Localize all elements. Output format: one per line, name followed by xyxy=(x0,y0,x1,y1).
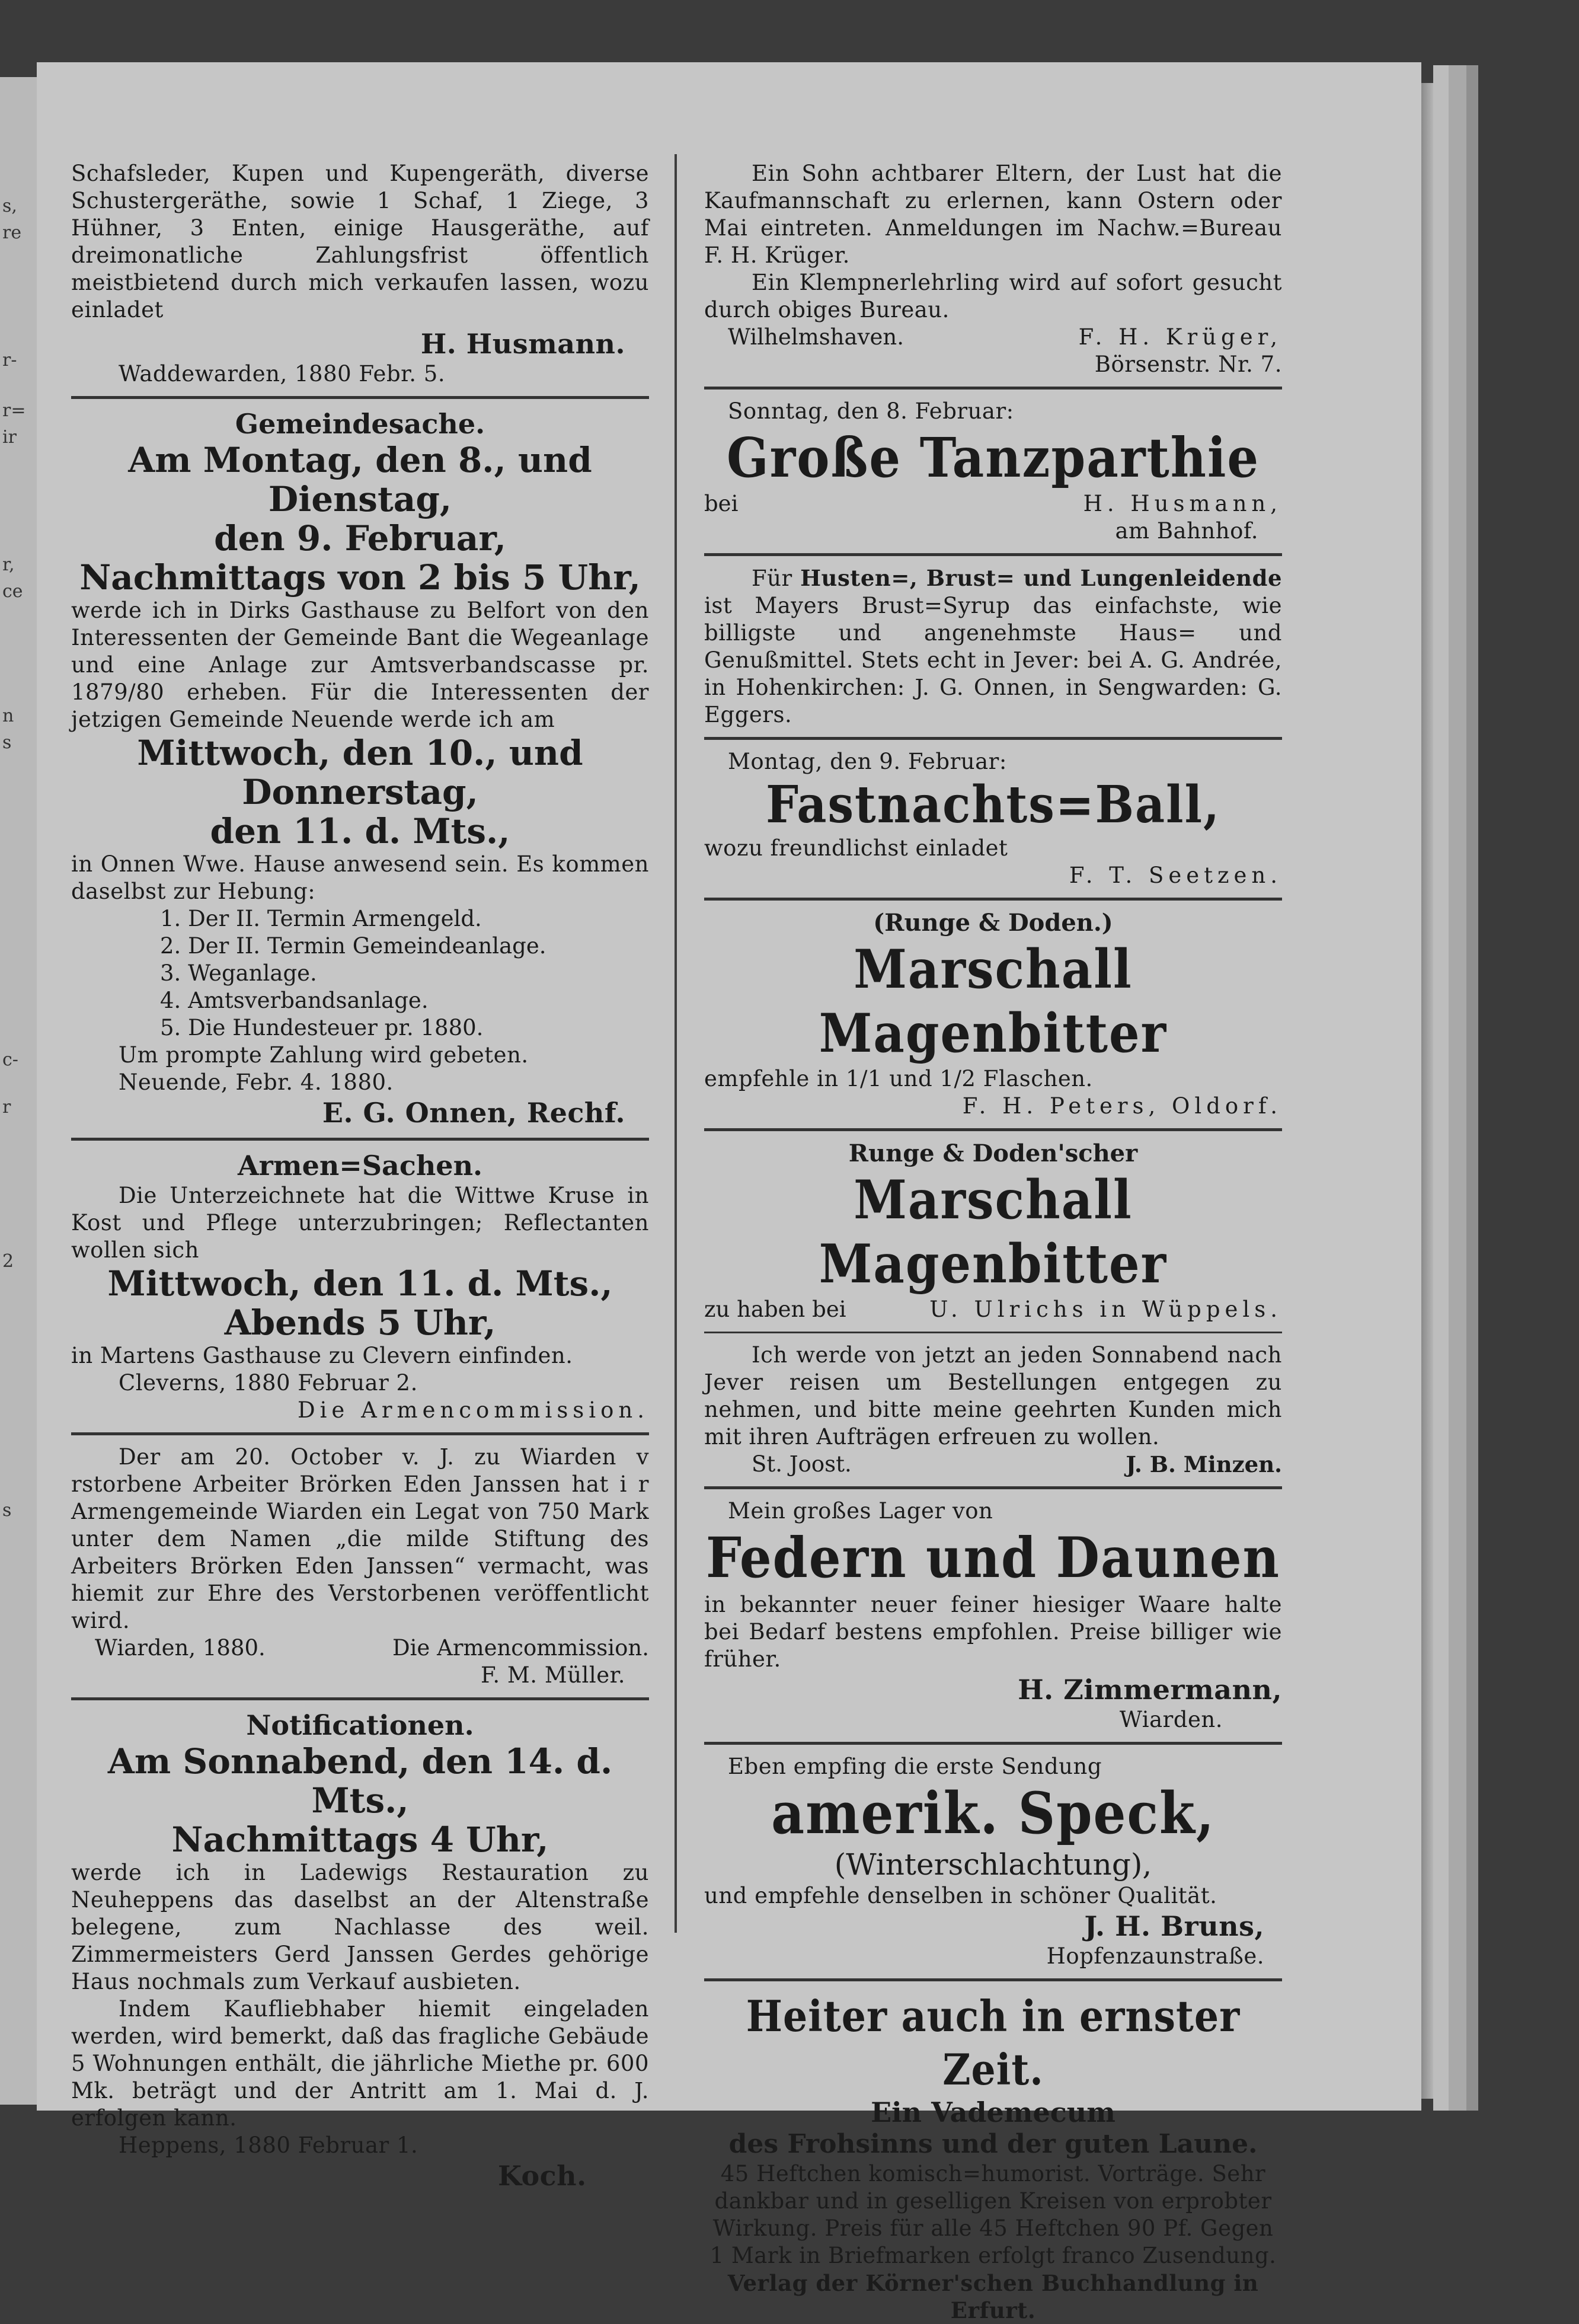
section-rule xyxy=(71,1697,649,1700)
section-rule xyxy=(704,1978,1282,1981)
ad-signature: H. Husmann. xyxy=(420,328,625,360)
notice-heading: Mittwoch, den 11. d. Mts., xyxy=(107,1263,613,1304)
page-gutter-shadow xyxy=(1421,83,1433,2099)
ad-gemeindesache xyxy=(71,407,649,1129)
ad-signature: J. B. Minzen. xyxy=(1126,1451,1282,1477)
list-item: 3. Weganlage. xyxy=(160,960,317,986)
notice-signature: Die Armencommission. xyxy=(297,1397,649,1423)
event-date: Montag, den 9. Februar: xyxy=(728,749,1007,774)
margin-fragment: s xyxy=(2,732,12,753)
list-item: 1. Der II. Termin Armengeld. xyxy=(160,906,482,931)
notice-place-date: Heppens, 1880 Februar 1. xyxy=(119,2133,418,2158)
notice-signature: Koch. xyxy=(498,2160,587,2192)
ad-text: wozu freundlichst einladet xyxy=(704,835,1008,861)
notice-text: Der am 20. October v. J. zu Wiarden v rstorbene Arbeiter Brörken Eden Janssen hat i r Armengemeinde Wiarden ein Legat von 750 Mark unter dem Namen „die milde Stiftung des Arbeiters Brörken Eden Janssen“ vermacht, was hiemit zur Ehre des Verstorbenen veröffentlicht wird. xyxy=(71,1444,649,1633)
section-title: Gemeindesache. xyxy=(235,408,485,440)
section-rule xyxy=(704,387,1282,390)
notice-heading: Nachmittags 4 Uhr, xyxy=(171,1819,549,1860)
notice-place-date: Wiarden, 1880. xyxy=(95,1635,266,1661)
ad-text: empfehle in 1/1 und 1/2 Flaschen. xyxy=(704,1066,1093,1091)
margin-fragment: s, xyxy=(2,196,17,216)
margin-fragment: r= xyxy=(2,400,26,421)
ad-text: Ich werde von jetzt an jeden Sonnabend nach Jever reisen um Bestellungen entgegen zu nehmen, und bitte meine geehrten Kunden mich mit ihren Aufträgen erfreuen zu wollen. xyxy=(704,1342,1282,1450)
bei-label: bei xyxy=(704,491,739,516)
notice-heading: den 9. Februar, xyxy=(214,518,506,558)
notice-heading: den 11. d. Mts., xyxy=(210,811,510,851)
notice-signature: E. G. Onnen, Rechf. xyxy=(322,1097,625,1129)
ad-armen-sachen xyxy=(71,1149,649,1424)
signature-row xyxy=(704,490,1282,518)
event-location: am Bahnhof. xyxy=(1115,518,1258,544)
ad-text-rest: ist Mayers Brust=Syrup das einfachste, wie billigste und angenehmste Haus= und Genußmittel. Stets echt in Jever: bei A. G. Andrée, in Hohenkirchen: J. G. Onnen, in Sengwarden: G. Eggers. xyxy=(704,593,1282,727)
notice-text: Die Unterzeichnete hat die Wittwe Kruse in Kost und Pflege unterzubringen; Reflectanten wollen sich xyxy=(71,1183,649,1263)
signature-row xyxy=(704,1296,1282,1323)
ad-place-date: Waddewarden, 1880 Febr. 5. xyxy=(119,361,446,387)
signer-title: Die Armencommission. xyxy=(392,1635,649,1661)
ad-signature: U. Ulrichs in Wüppels. xyxy=(929,1297,1282,1322)
notice-text: in Martens Gasthause zu Clevern einfinden. xyxy=(71,1343,573,1368)
previous-page-edge xyxy=(0,77,37,2105)
section-rule xyxy=(704,1128,1282,1131)
ad-text: und empfehle denselben in schöner Qualität. xyxy=(704,1883,1217,1908)
ad-intro: Eben empfing die erste Sendung xyxy=(728,1754,1102,1779)
margin-fragment: re xyxy=(2,222,22,243)
product-title: Federn und Daunen xyxy=(705,1525,1281,1591)
ad-text: 45 Heftchen komisch=humorist. Vorträge. Sehr dankbar und in geselligen Kreisen von erprobter Wirkung. Preis für alle 45 Heftchen 90 Pf. Gegen 1 Mark in Briefmarken erfolgt franco Zusendung. xyxy=(709,2161,1277,2268)
notice-heading: Am Sonnabend, den 14. d. Mts., xyxy=(107,1741,613,1821)
signature-row xyxy=(704,1451,1282,1478)
list-item: 2. Der II. Termin Gemeindeanlage. xyxy=(160,933,546,959)
signer-name: F. M. Müller. xyxy=(480,1662,625,1688)
margin-fragment: n xyxy=(2,706,14,726)
notice-text: in Onnen Wwe. Hause anwesend sein. Es kommen daselbst zur Hebung: xyxy=(71,851,649,904)
ad-place: Wiarden. xyxy=(1119,1707,1223,1732)
margin-fragment: r- xyxy=(2,350,17,371)
section-rule xyxy=(704,1742,1282,1745)
event-date: Sonntag, den 8. Februar: xyxy=(728,398,1014,424)
ad-fastnacht xyxy=(704,748,1282,889)
ad-lehrling xyxy=(704,160,1282,378)
section-rule xyxy=(704,1486,1282,1489)
section-rule xyxy=(71,1138,649,1141)
section-rule xyxy=(71,1432,649,1435)
notice-place-date: Neuende, Febr. 4. 1880. xyxy=(119,1070,394,1095)
ad-address: Börsenstr. Nr. 7. xyxy=(1094,352,1282,377)
ad-text: in bekannter neuer feiner hiesiger Waare halte bei Bedarf bestens empfohlen. Preise billiger wie früher. xyxy=(704,1592,1282,1672)
section-title: Notificationen. xyxy=(246,1709,474,1741)
section-rule xyxy=(704,553,1282,556)
page-edge-layer xyxy=(1449,65,1466,2111)
ad-text-prefix: Für xyxy=(752,566,792,591)
ad-signature: F. H. Peters, Oldorf. xyxy=(962,1093,1282,1119)
ad-signature: F. T. Seetzen. xyxy=(1069,863,1282,888)
ad-federn xyxy=(704,1498,1282,1734)
section-rule xyxy=(704,737,1282,740)
notice-text: werde ich in Dirks Gasthause zu Belfort von den Interessenten der Gemeinde Bant die Wegeanlage und eine Anlage zur Amtsverbandscasse pr. 1879/80 erheben. Für die Interessenten der jetzigen Gemeinde Neuende werde ich am xyxy=(71,598,649,732)
ad-signature: H. Zimmermann, xyxy=(1018,1674,1282,1706)
ad-brustsyrup xyxy=(704,564,1282,729)
ad-speck xyxy=(704,1753,1282,1970)
signature-row xyxy=(71,1635,649,1662)
product-title: amerik. Speck, xyxy=(771,1780,1215,1847)
publisher-line: Verlag der Körner'schen Buchhandlung in Erfurt. xyxy=(727,2270,1259,2323)
section-rule xyxy=(71,396,649,399)
signature-row xyxy=(704,324,1282,351)
notice-place-date: Cleverns, 1880 Februar 2. xyxy=(119,1370,418,1396)
ad-legat xyxy=(71,1444,649,1689)
ad-intro: Mein großes Lager von xyxy=(728,1498,993,1524)
collection-list xyxy=(71,905,649,1042)
ad-minzen xyxy=(704,1342,1282,1478)
page-edge-layer xyxy=(1466,65,1478,2111)
section-rule xyxy=(704,1332,1282,1333)
ad-magenbitter-peters xyxy=(704,909,1282,1120)
ad-text: Ein Klempnerlehrling wird auf sofort gesucht durch obiges Bureau. xyxy=(704,270,1282,323)
maker-line: Runge & Doden'scher xyxy=(848,1139,1138,1167)
book-subtitle: Ein Vademecum xyxy=(871,2096,1115,2128)
section-title: Armen=Sachen. xyxy=(237,1150,483,1182)
event-title: Große Tanzparthie xyxy=(726,426,1260,490)
margin-fragment: s xyxy=(2,1500,12,1521)
ad-vademecum xyxy=(704,1990,1282,2324)
maker-line: (Runge & Doden.) xyxy=(873,909,1113,937)
ad-text xyxy=(704,564,1282,729)
section-rule xyxy=(704,898,1282,901)
page-edge-layer xyxy=(1433,65,1449,2111)
margin-fragment: r xyxy=(2,1097,11,1118)
ad-place: St. Joost. xyxy=(752,1451,852,1477)
margin-fragment: ce xyxy=(2,581,23,602)
notice-text: werde ich in Ladewigs Restauration zu Neuheppens das daselbst an der Altenstraße belegene, zum Nachlasse des weil. Zimmermeisters Gerd Janssen Gerdes gehörige Haus nochmals zum Verkauf ausbieten. xyxy=(71,1860,649,1994)
right-column xyxy=(704,160,1282,2324)
ad-husmann-auction xyxy=(71,160,649,388)
margin-fragment: c- xyxy=(2,1049,18,1070)
notice-text: Um prompte Zahlung wird gebeten. xyxy=(119,1042,529,1068)
column-divider xyxy=(675,154,677,1933)
ad-text: Ein Sohn achtbarer Eltern, der Lust hat die Kaufmannschaft zu erlernen, kann Ostern oder Mai eintreten. Anmeldungen im Nachw.=Bureau F. H. Krüger. xyxy=(704,161,1282,268)
left-column xyxy=(71,160,649,2192)
list-item: 4. Amtsverbandsanlage. xyxy=(160,988,429,1013)
ad-signature: F. H. Krüger, xyxy=(1078,324,1282,350)
book-subtitle: des Frohsinns und der guten Laune. xyxy=(728,2129,1258,2159)
product-title: Marschall Magenbitter xyxy=(819,1169,1168,1295)
margin-fragment: r, xyxy=(2,554,15,575)
list-item: 5. Die Hundesteuer pr. 1880. xyxy=(160,1015,484,1040)
product-title: Marschall Magenbitter xyxy=(819,938,1168,1065)
ad-place: Wilhelmshaven. xyxy=(728,324,904,350)
notice-heading: Am Montag, den 8., und Dienstag, xyxy=(128,440,592,519)
notice-text: Indem Kaufliebhaber hiemit eingeladen werden, wird bemerkt, daß das fragliche Gebäude 5 Wohnungen enthält, die jährliche Miethe pr. 600 Mk. beträgt und der Antritt am 1. Mai d. J. erfolgen kann. xyxy=(71,1996,649,2131)
notice-heading: Nachmittags von 2 bis 5 Uhr, xyxy=(79,557,641,598)
ad-text-bold: Husten=, Brust= und Lungenleidende xyxy=(800,565,1282,591)
notice-heading: Abends 5 Uhr, xyxy=(224,1303,496,1343)
margin-fragment: ir xyxy=(2,427,17,448)
ad-place: Hopfenzaunstraße. xyxy=(1046,1943,1264,1969)
ad-text: zu haben bei xyxy=(704,1297,846,1322)
ad-signature: J. H. Bruns, xyxy=(1084,1910,1264,1942)
ad-notificationen xyxy=(71,1709,649,2192)
ad-magenbitter-ulrichs xyxy=(704,1139,1282,1323)
ad-tanzparthie xyxy=(704,398,1282,545)
book-title: Heiter auch in ernster Zeit. xyxy=(746,1991,1241,2095)
event-title: Fastnachts=Ball, xyxy=(766,775,1220,835)
notice-heading: Mittwoch, den 10., und Donnerstag, xyxy=(137,733,583,812)
margin-fragment: 2 xyxy=(2,1251,14,1272)
product-subtitle: (Winterschlachtung), xyxy=(834,1847,1152,1882)
event-host: H. Husmann, xyxy=(1083,491,1282,516)
ad-text: Schafsleder, Kupen und Kupengeräth, diverse Schustergeräthe, sowie 1 Schaf, 1 Ziege, 3 Hühner, 3 Enten, einige Hausgeräthe, auf dreimonatliche Zahlungsfrist öffentlich meistbietend durch mich verkaufen lassen, wozu einladet xyxy=(71,161,649,323)
